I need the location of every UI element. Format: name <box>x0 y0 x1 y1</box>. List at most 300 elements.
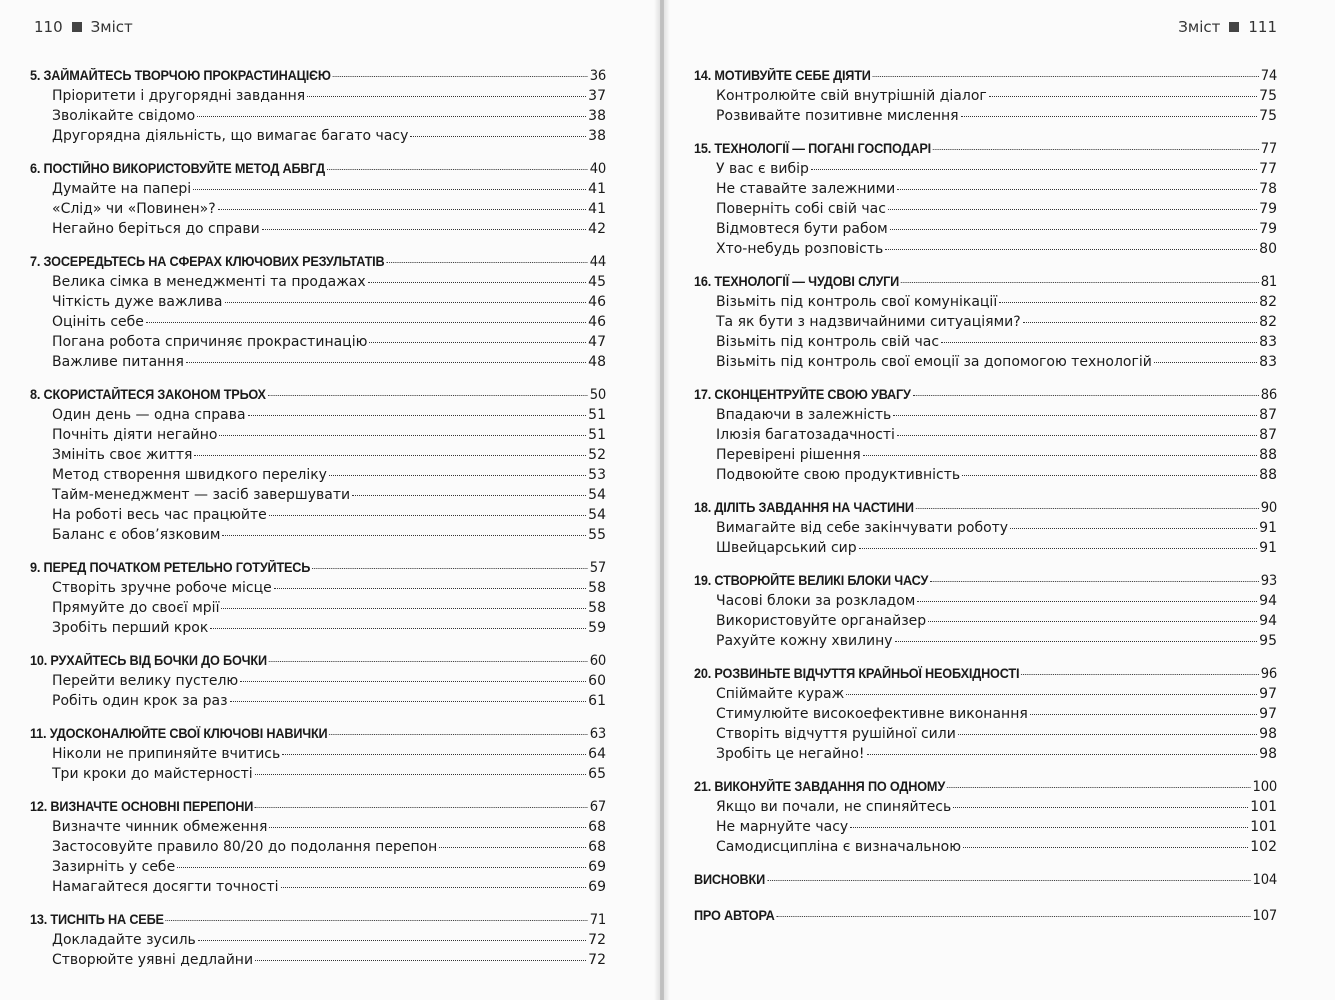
section-entry <box>30 219 606 239</box>
dot-leader <box>274 588 586 589</box>
dot-leader <box>859 548 1258 549</box>
section-entry <box>30 179 606 199</box>
section-entry-page-number: 88 <box>1259 447 1277 463</box>
section-entry-title: Якщо ви почали, не спиняйтесь <box>716 799 952 815</box>
section-entry-title: Спіймайте кураж <box>716 686 845 702</box>
section-entry <box>694 239 1277 259</box>
dot-leader <box>961 116 1258 117</box>
section-entry <box>694 591 1277 611</box>
section-entry-page-number: 37 <box>588 88 606 104</box>
section-entry <box>694 704 1277 724</box>
section-entry <box>694 724 1277 744</box>
dot-leader <box>873 76 1259 77</box>
section-entry <box>30 525 606 545</box>
section-entry <box>30 292 606 312</box>
section-entry-title: Пріоритети і другорядні завдання <box>52 88 306 104</box>
dot-leader <box>327 169 588 170</box>
dot-leader <box>1154 362 1257 363</box>
dot-leader <box>282 754 586 755</box>
section-entry-page-number: 60 <box>588 673 606 689</box>
chapter-heading-page-number: 77 <box>1260 141 1278 157</box>
chapter-heading-page-number: 40 <box>589 161 607 177</box>
dot-leader <box>269 827 586 828</box>
section-entry-title: Зволікайте свідомо <box>52 108 196 124</box>
section-entry-page-number: 53 <box>588 467 606 483</box>
section-entry-title: Негайно беріться до справи <box>52 221 260 237</box>
dot-leader <box>885 249 1257 250</box>
section-entry-title: Ніколи не припиняйте вчитись <box>52 746 281 762</box>
dot-leader <box>958 734 1257 735</box>
section-entry-page-number: 97 <box>1259 706 1277 722</box>
section-entry <box>694 797 1277 817</box>
dot-leader <box>218 209 587 210</box>
section-entry-title: Поверніть собі свій час <box>716 201 886 217</box>
section-entry <box>694 631 1277 651</box>
chapter-heading-title: ВИСНОВКИ <box>694 872 766 887</box>
section-entry-title: Стимулюйте високоефективне виконання <box>716 706 1028 722</box>
chapter-heading <box>30 66 606 86</box>
chapter-heading-title: 11. УДОСКОНАЛЮЙТЕ СВОЇ КЛЮЧОВІ НАВИЧКИ <box>30 726 328 741</box>
dot-leader <box>410 136 586 137</box>
chapter-heading-page-number: 96 <box>1260 666 1278 682</box>
section-entry <box>30 837 606 857</box>
dot-leader <box>248 415 587 416</box>
toc-chapter <box>694 777 1277 857</box>
section-entry-title: Робіть один крок за раз <box>52 693 228 709</box>
section-entry-page-number: 98 <box>1259 726 1277 742</box>
section-entry-title: Велика сімка в менеджменті та продажах <box>52 274 366 290</box>
section-entry-title: Візьміть під контроль свої комунікації <box>716 294 998 310</box>
chapter-heading-page-number: 36 <box>589 68 607 84</box>
section-entry-page-number: 75 <box>1259 108 1277 124</box>
dot-leader <box>186 362 586 363</box>
square-bullet-icon <box>72 22 82 32</box>
section-entry-page-number: 68 <box>588 819 606 835</box>
section-entry-page-number: 87 <box>1259 407 1277 423</box>
section-entry-title: Самодисципліна є визначальною <box>716 839 961 855</box>
section-entry-title: Думайте на папері <box>52 181 192 197</box>
dot-leader <box>255 774 587 775</box>
section-entry <box>30 425 606 445</box>
dot-leader <box>962 475 1257 476</box>
left-page <box>0 0 660 1000</box>
section-entry-title: У вас є вибір <box>716 161 809 177</box>
section-entry-title: Вимагайте від себе закінчувати роботу <box>716 520 1009 536</box>
dot-leader <box>352 495 586 496</box>
chapter-heading-page-number: 74 <box>1260 68 1278 84</box>
section-entry-title: Змініть своє життя <box>52 447 193 463</box>
dot-leader <box>901 282 1259 283</box>
section-entry-title: Чіткість дуже важлива <box>52 294 223 310</box>
dot-leader <box>933 149 1259 150</box>
section-entry <box>694 219 1277 239</box>
chapter-heading-title: 18. ДІЛІТЬ ЗАВДАННЯ НА ЧАСТИНИ <box>694 500 914 515</box>
toc-chapter <box>694 139 1277 259</box>
section-entry <box>30 578 606 598</box>
chapter-heading <box>694 777 1277 797</box>
section-entry-page-number: 102 <box>1250 839 1277 855</box>
dot-leader <box>177 867 586 868</box>
dot-leader <box>867 754 1258 755</box>
toc-chapter <box>694 571 1277 651</box>
dot-leader <box>895 641 1258 642</box>
section-entry-page-number: 91 <box>1259 540 1277 556</box>
dot-leader <box>1030 714 1257 715</box>
chapter-heading-page-number: 90 <box>1260 500 1278 516</box>
section-entry <box>694 292 1277 312</box>
chapter-heading-page-number: 86 <box>1260 387 1278 403</box>
section-entry-page-number: 42 <box>588 221 606 237</box>
section-entry-title: Швейцарський сир <box>716 540 857 556</box>
chapter-heading-page-number: 60 <box>589 653 607 669</box>
section-entry-page-number: 79 <box>1259 221 1277 237</box>
section-entry <box>30 405 606 425</box>
section-entry-page-number: 41 <box>588 181 606 197</box>
dot-leader <box>146 322 586 323</box>
dot-leader <box>240 681 586 682</box>
dot-leader <box>1023 322 1257 323</box>
dot-leader <box>767 880 1251 881</box>
dot-leader <box>255 960 586 961</box>
chapter-heading-title: 19. СТВОРЮЙТЕ ВЕЛИКІ БЛОКИ ЧАСУ <box>694 573 929 588</box>
section-entry <box>30 332 606 352</box>
dot-leader <box>439 847 586 848</box>
section-entry-title: Докладайте зусиль <box>52 932 196 948</box>
chapter-heading-page-number: 44 <box>589 254 607 270</box>
section-entry <box>30 691 606 711</box>
section-entry <box>30 817 606 837</box>
section-entry-page-number: 77 <box>1259 161 1277 177</box>
section-entry <box>30 598 606 618</box>
chapter-heading <box>30 651 606 671</box>
section-entry-title: Намагайтеся досягти точності <box>52 879 279 895</box>
chapter-heading-title: 16. ТЕХНОЛОГІЇ — ЧУДОВІ СЛУГИ <box>694 274 900 289</box>
toc-chapter <box>694 66 1277 126</box>
dot-leader <box>999 302 1257 303</box>
toc-chapter <box>694 664 1277 764</box>
section-entry-page-number: 65 <box>588 766 606 782</box>
chapter-heading-title: 13. ТИСНІТЬ НА СЕБЕ <box>30 912 164 927</box>
chapter-heading <box>694 870 1277 890</box>
section-entry <box>694 199 1277 219</box>
toc-chapter <box>30 910 606 970</box>
page-header <box>34 18 133 36</box>
dot-leader <box>989 96 1257 97</box>
section-entry-title: Три кроки до майстерності <box>52 766 253 782</box>
section-entry-page-number: 41 <box>588 201 606 217</box>
section-entry-title: Створіть відчуття рушійної сили <box>716 726 956 742</box>
section-entry-title: Погана робота спричиняє прокрастинацію <box>52 334 368 350</box>
dot-leader <box>329 475 586 476</box>
dot-leader <box>269 661 588 662</box>
section-entry-page-number: 54 <box>588 487 606 503</box>
chapter-heading <box>694 664 1277 684</box>
dot-leader <box>1021 674 1259 675</box>
section-entry-page-number: 98 <box>1259 746 1277 762</box>
table-of-contents <box>30 66 606 983</box>
chapter-heading <box>30 252 606 272</box>
chapter-heading <box>694 498 1277 518</box>
section-entry-page-number: 75 <box>1259 88 1277 104</box>
section-entry <box>30 877 606 897</box>
section-entry-page-number: 61 <box>588 693 606 709</box>
section-entry <box>694 312 1277 332</box>
section-entry <box>694 332 1277 352</box>
section-entry-page-number: 54 <box>588 507 606 523</box>
section-entry-title: Візьміть під контроль свої емоції за допомогою технологій <box>716 354 1152 370</box>
chapter-heading-page-number: 67 <box>589 799 607 815</box>
section-entry-title: Зазирніть у себе <box>52 859 176 875</box>
section-entry-page-number: 94 <box>1259 613 1277 629</box>
chapter-heading-title: 5. ЗАЙМАЙТЕСЬ ТВОРЧОЮ ПРОКРАСТИНАЦІЄЮ <box>30 68 331 83</box>
section-entry-page-number: 91 <box>1259 520 1277 536</box>
section-entry-title: На роботі весь час працюйте <box>52 507 267 523</box>
section-entry-page-number: 59 <box>588 620 606 636</box>
chapter-heading-page-number: 100 <box>1252 779 1278 795</box>
toc-chapter <box>30 159 606 239</box>
dot-leader <box>888 209 1257 210</box>
dot-leader <box>890 229 1257 230</box>
section-entry <box>30 86 606 106</box>
section-entry-page-number: 51 <box>588 407 606 423</box>
section-entry-page-number: 95 <box>1259 633 1277 649</box>
section-entry-title: Зробіть перший крок <box>52 620 209 636</box>
toc-chapter <box>30 651 606 711</box>
chapter-heading-title: 17. СКОНЦЕНТРУЙТЕ СВОЮ УВАГУ <box>694 387 911 402</box>
dot-leader <box>198 940 586 941</box>
section-entry-page-number: 101 <box>1250 819 1277 835</box>
section-entry <box>30 465 606 485</box>
section-entry <box>694 86 1277 106</box>
chapter-heading <box>30 797 606 817</box>
dot-leader <box>194 455 586 456</box>
section-entry-page-number: 68 <box>588 839 606 855</box>
chapter-heading-page-number: 107 <box>1252 908 1278 924</box>
section-entry-page-number: 48 <box>588 354 606 370</box>
section-entry-page-number: 82 <box>1259 314 1277 330</box>
section-entry <box>694 518 1277 538</box>
toc-chapter <box>30 385 606 545</box>
chapter-heading-title: ПРО АВТОРА <box>694 908 775 923</box>
section-entry-page-number: 97 <box>1259 686 1277 702</box>
dot-leader <box>1010 528 1257 529</box>
section-entry-title: Контролюйте свій внутрішній діалог <box>716 88 987 104</box>
chapter-heading <box>694 66 1277 86</box>
dot-leader <box>916 508 1259 509</box>
dot-leader <box>197 116 586 117</box>
section-entry-page-number: 46 <box>588 294 606 310</box>
toc-chapter <box>30 797 606 897</box>
chapter-heading <box>694 385 1277 405</box>
section-entry-title: Оцініть себе <box>52 314 144 330</box>
section-entry-title: Тайм-менеджмент — засіб завершувати <box>52 487 351 503</box>
section-entry <box>694 106 1277 126</box>
dot-leader <box>953 807 1248 808</box>
section-entry <box>694 684 1277 704</box>
section-entry <box>30 857 606 877</box>
toc-chapter <box>30 66 606 146</box>
page-number: 111 <box>1248 18 1277 36</box>
section-entry-page-number: 58 <box>588 580 606 596</box>
dot-leader <box>230 701 587 702</box>
section-entry <box>694 405 1277 425</box>
dot-leader <box>930 581 1259 582</box>
dot-leader <box>897 435 1257 436</box>
chapter-heading-title: 15. ТЕХНОЛОГІЇ — ПОГАНІ ГОСПОДАРІ <box>694 141 931 156</box>
section-entry-title: Створюйте уявні дедлайни <box>52 952 254 968</box>
page-header <box>1178 18 1277 36</box>
dot-leader <box>928 621 1257 622</box>
section-entry-title: Хто-небудь розповість <box>716 241 884 257</box>
dot-leader <box>312 568 588 569</box>
section-entry-title: Створіть зручне робоче місце <box>52 580 272 596</box>
section-entry <box>30 618 606 638</box>
header-title: Зміст <box>90 18 133 36</box>
dot-leader <box>368 282 587 283</box>
section-entry-page-number: 72 <box>588 952 606 968</box>
section-entry-title: Прямуйте до своєї мрії <box>52 600 220 616</box>
section-entry-page-number: 79 <box>1259 201 1277 217</box>
section-entry-title: Рахуйте кожну хвилину <box>716 633 893 649</box>
header-title: Зміст <box>1178 18 1221 36</box>
section-entry-title: Не ставайте залежними <box>716 181 896 197</box>
section-entry-title: Та як бути з надзвичайними ситуаціями? <box>716 314 1021 330</box>
dot-leader <box>941 342 1257 343</box>
section-entry-title: Візьміть під контроль свій час <box>716 334 940 350</box>
chapter-heading <box>30 558 606 578</box>
dot-leader <box>193 189 586 190</box>
section-entry-title: Перейти велику пустелю <box>52 673 239 689</box>
dot-leader <box>811 169 1257 170</box>
section-entry-title: Відмовтеся бути рабом <box>716 221 888 237</box>
toc-chapter <box>694 498 1277 558</box>
section-entry <box>30 950 606 970</box>
section-entry <box>694 425 1277 445</box>
chapter-heading-title: 7. ЗОСЕРЕДЬТЕСЬ НА СФЕРАХ КЛЮЧОВИХ РЕЗУЛЬТАТІВ <box>30 254 385 269</box>
toc-chapter <box>30 558 606 638</box>
dot-leader <box>166 920 588 921</box>
dot-leader <box>963 847 1248 848</box>
section-entry-page-number: 55 <box>588 527 606 543</box>
section-entry-page-number: 69 <box>588 879 606 895</box>
section-entry <box>30 272 606 292</box>
section-entry-page-number: 46 <box>588 314 606 330</box>
chapter-heading <box>694 571 1277 591</box>
section-entry-title: Розвивайте позитивне мислення <box>716 108 959 124</box>
chapter-heading-title: 8. СКОРИСТАЙТЕСЯ ЗАКОНОМ ТРЬОХ <box>30 387 266 402</box>
dot-leader <box>893 415 1257 416</box>
chapter-heading <box>30 159 606 179</box>
section-entry <box>694 744 1277 764</box>
page-number: 110 <box>34 18 63 36</box>
chapter-heading-title: 20. РОЗВИНЬТЕ ВІДЧУТТЯ КРАЙНЬОЇ НЕОБХІДНОСТІ <box>694 666 1020 681</box>
section-entry-page-number: 87 <box>1259 427 1277 443</box>
section-entry <box>30 126 606 146</box>
section-entry-title: Метод створення швидкого переліку <box>52 467 327 483</box>
section-entry <box>694 445 1277 465</box>
section-entry-title: Не марнуйте часу <box>716 819 849 835</box>
dot-leader <box>210 628 586 629</box>
section-entry <box>694 352 1277 372</box>
section-entry <box>694 837 1277 857</box>
section-entry <box>30 505 606 525</box>
section-entry <box>694 465 1277 485</box>
right-page <box>664 0 1335 1000</box>
section-entry-page-number: 101 <box>1250 799 1277 815</box>
section-entry-title: Часові блоки за розкладом <box>716 593 916 609</box>
section-entry <box>30 352 606 372</box>
dot-leader <box>917 601 1257 602</box>
section-entry <box>30 930 606 950</box>
section-entry <box>694 817 1277 837</box>
section-entry-page-number: 78 <box>1259 181 1277 197</box>
section-entry <box>30 485 606 505</box>
dot-leader <box>262 229 586 230</box>
section-entry-page-number: 69 <box>588 859 606 875</box>
dot-leader <box>219 435 586 436</box>
dot-leader <box>281 887 587 888</box>
dot-leader <box>776 916 1250 917</box>
chapter-heading-title: 12. ВИЗНАЧТЕ ОСНОВНІ ПЕРЕПОНИ <box>30 799 254 814</box>
section-entry-page-number: 58 <box>588 600 606 616</box>
section-entry-title: Впадаючи в залежність <box>716 407 892 423</box>
chapter-heading-page-number: 104 <box>1252 872 1278 888</box>
chapter-heading-title: 9. ПЕРЕД ПОЧАТКОМ РЕТЕЛЬНО ГОТУЙТЕСЬ <box>30 560 311 575</box>
section-entry <box>30 199 606 219</box>
dot-leader <box>268 395 588 396</box>
section-entry <box>694 159 1277 179</box>
chapter-heading-title: 6. ПОСТІЙНО ВИКОРИСТОВУЙТЕ МЕТОД АБВГД <box>30 161 325 176</box>
section-entry-title: Ілюзія багатозадачності <box>716 427 895 443</box>
section-entry <box>30 445 606 465</box>
section-entry-page-number: 94 <box>1259 593 1277 609</box>
dot-leader <box>329 734 587 735</box>
toc-chapter <box>694 272 1277 372</box>
dot-leader <box>222 535 586 536</box>
chapter-heading-page-number: 57 <box>589 560 607 576</box>
table-of-contents <box>694 66 1277 942</box>
section-entry-page-number: 51 <box>588 427 606 443</box>
section-entry-title: Баланс є обов’язковим <box>52 527 221 543</box>
dot-leader <box>307 96 586 97</box>
section-entry-page-number: 82 <box>1259 294 1277 310</box>
section-entry-title: Зробіть це негайно! <box>716 746 865 762</box>
dot-leader <box>269 515 586 516</box>
section-entry <box>30 764 606 784</box>
section-entry-title: Важливе питання <box>52 354 184 370</box>
chapter-heading <box>30 724 606 744</box>
section-entry-page-number: 83 <box>1259 354 1277 370</box>
section-entry <box>30 671 606 691</box>
section-entry-page-number: 64 <box>588 746 606 762</box>
chapter-heading <box>694 272 1277 292</box>
square-bullet-icon <box>1229 22 1239 32</box>
dot-leader <box>333 76 588 77</box>
section-entry <box>694 538 1277 558</box>
section-entry-page-number: 72 <box>588 932 606 948</box>
chapter-heading <box>30 910 606 930</box>
section-entry-page-number: 52 <box>588 447 606 463</box>
section-entry-page-number: 38 <box>588 128 606 144</box>
section-entry <box>694 611 1277 631</box>
section-entry-page-number: 47 <box>588 334 606 350</box>
section-entry-title: Подвоюйте свою продуктивність <box>716 467 961 483</box>
chapter-heading-page-number: 50 <box>589 387 607 403</box>
chapter-heading <box>694 139 1277 159</box>
dot-leader <box>221 608 586 609</box>
chapter-heading-page-number: 81 <box>1260 274 1278 290</box>
dot-leader <box>386 262 587 263</box>
